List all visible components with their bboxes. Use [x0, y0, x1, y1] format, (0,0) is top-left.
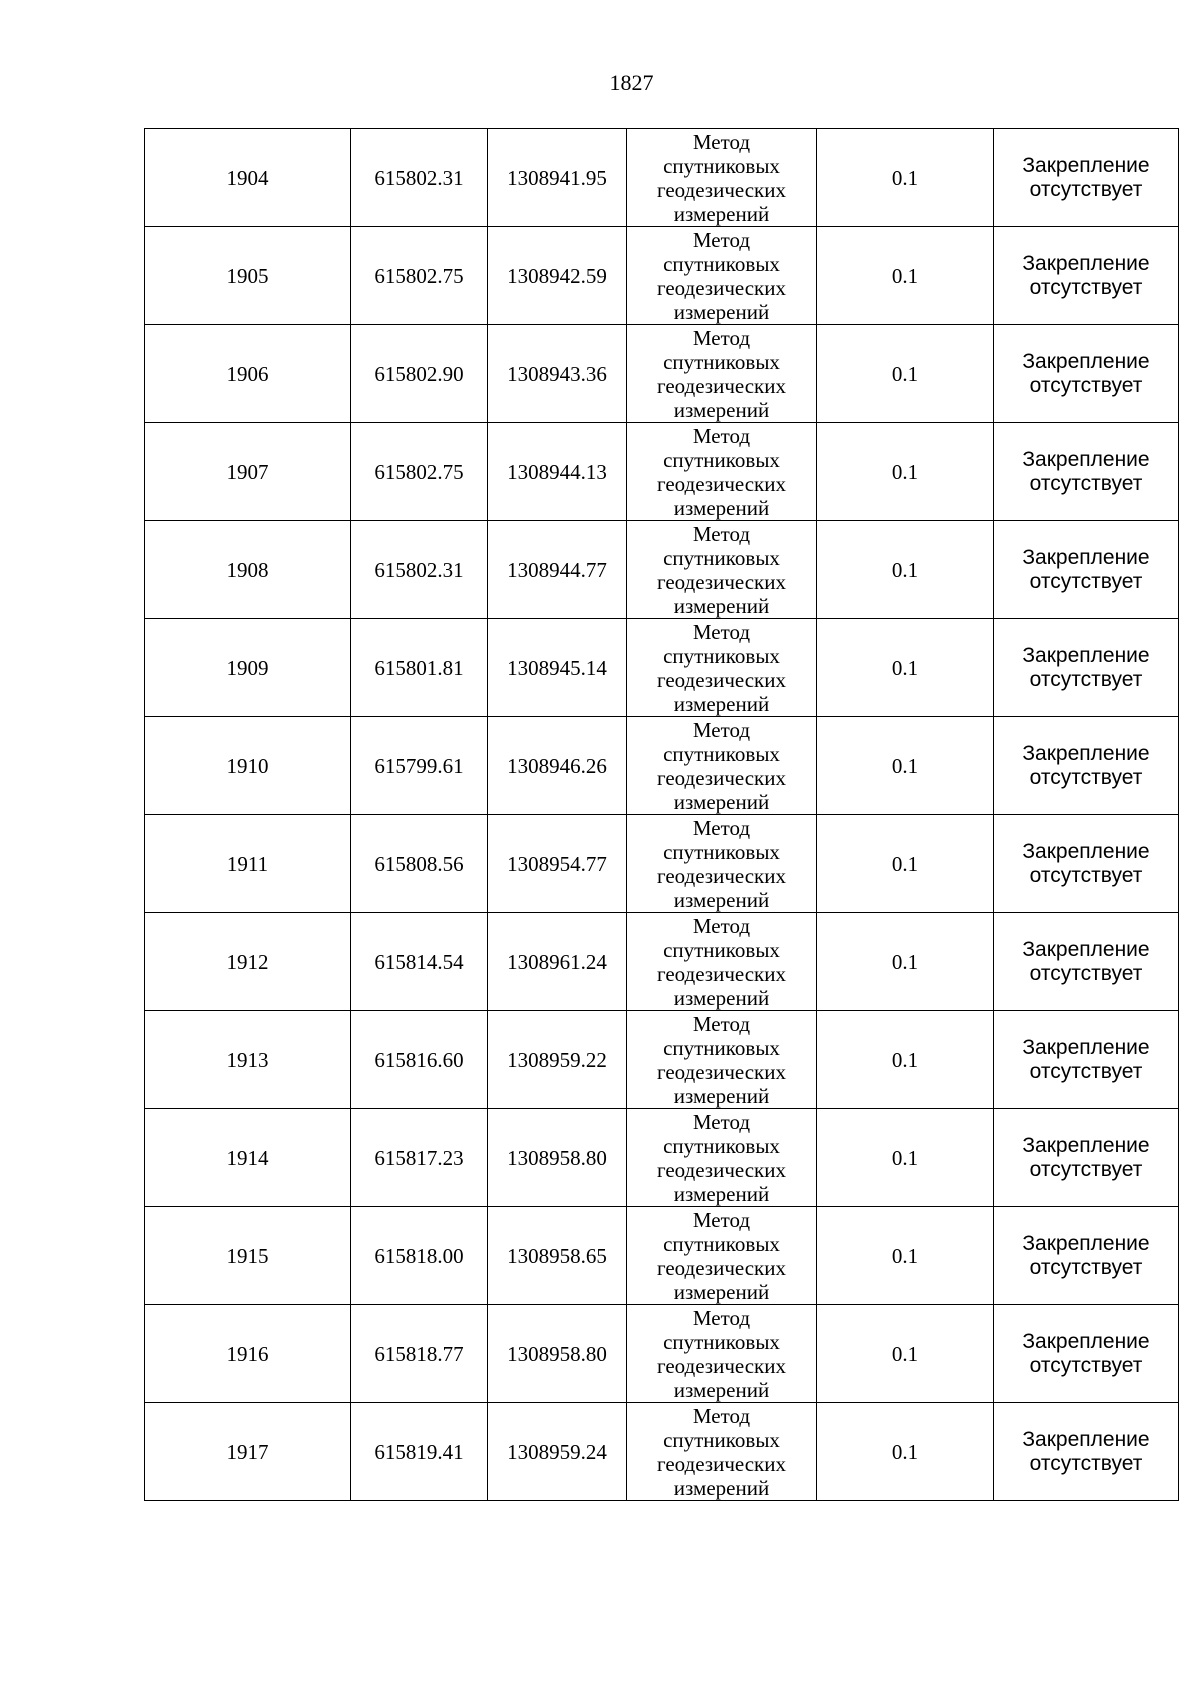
method-text: Метод спутниковых геодезических измерений — [656, 913, 786, 1010]
fixing-text: Закрепление отсутствует — [1022, 251, 1150, 299]
method-cell — [627, 325, 817, 423]
fixing-cell — [994, 717, 1179, 815]
x-coordinate-cell: 615802.75 — [351, 227, 488, 325]
accuracy-cell: 0.1 — [817, 521, 994, 619]
coordinates-table-body — [145, 129, 1179, 1501]
y-coordinate-cell: 1308958.65 — [488, 1207, 627, 1305]
y-coordinate-cell: 1308944.77 — [488, 521, 627, 619]
point-number-cell: 1904 — [145, 129, 351, 227]
method-cell — [627, 1011, 817, 1109]
fixing-text: Закрепление отсутствует — [1022, 643, 1150, 691]
method-text: Метод спутниковых геодезических измерений — [656, 129, 786, 226]
accuracy-cell: 0.1 — [817, 1011, 994, 1109]
point-number-cell: 1913 — [145, 1011, 351, 1109]
x-coordinate-cell: 615816.60 — [351, 1011, 488, 1109]
fixing-cell — [994, 1109, 1179, 1207]
method-text: Метод спутниковых геодезических измерений — [656, 1403, 786, 1500]
x-coordinate-cell: 615802.90 — [351, 325, 488, 423]
accuracy-cell: 0.1 — [817, 1207, 994, 1305]
y-coordinate-cell: 1308958.80 — [488, 1109, 627, 1207]
table-row — [145, 913, 1179, 1011]
x-coordinate-cell: 615808.56 — [351, 815, 488, 913]
x-coordinate-cell: 615819.41 — [351, 1403, 488, 1501]
point-number-cell: 1912 — [145, 913, 351, 1011]
accuracy-cell: 0.1 — [817, 913, 994, 1011]
fixing-cell — [994, 815, 1179, 913]
point-number-cell: 1915 — [145, 1207, 351, 1305]
accuracy-cell: 0.1 — [817, 227, 994, 325]
y-coordinate-cell: 1308959.22 — [488, 1011, 627, 1109]
method-cell — [627, 619, 817, 717]
fixing-cell — [994, 913, 1179, 1011]
point-number-cell: 1910 — [145, 717, 351, 815]
fixing-text: Закрепление отсутствует — [1022, 839, 1150, 887]
method-text: Метод спутниковых геодезических измерений — [656, 717, 786, 814]
table-row — [145, 521, 1179, 619]
accuracy-cell: 0.1 — [817, 1305, 994, 1403]
fixing-text: Закрепление отсутствует — [1022, 153, 1150, 201]
fixing-cell — [994, 1305, 1179, 1403]
method-text: Метод спутниковых геодезических измерений — [656, 227, 786, 324]
table-row — [145, 423, 1179, 521]
page-number: 1827 — [609, 70, 654, 95]
point-number-cell: 1916 — [145, 1305, 351, 1403]
table-row — [145, 717, 1179, 815]
point-number-cell: 1911 — [145, 815, 351, 913]
accuracy-cell: 0.1 — [817, 1403, 994, 1501]
method-cell — [627, 815, 817, 913]
fixing-text: Закрепление отсутствует — [1022, 545, 1150, 593]
method-text: Метод спутниковых геодезических измерений — [656, 815, 786, 912]
table-row — [145, 129, 1179, 227]
method-cell — [627, 1305, 817, 1403]
table-row — [145, 1403, 1179, 1501]
fixing-cell — [994, 1011, 1179, 1109]
x-coordinate-cell: 615802.75 — [351, 423, 488, 521]
method-text: Метод спутниковых геодезических измерений — [656, 619, 786, 716]
coordinates-table — [144, 128, 1179, 1501]
method-cell — [627, 423, 817, 521]
accuracy-cell: 0.1 — [817, 423, 994, 521]
table-row — [145, 619, 1179, 717]
x-coordinate-cell: 615801.81 — [351, 619, 488, 717]
method-cell — [627, 913, 817, 1011]
table-row — [145, 1207, 1179, 1305]
method-cell — [627, 129, 817, 227]
method-cell — [627, 227, 817, 325]
method-text: Метод спутниковых геодезических измерений — [656, 325, 786, 422]
fixing-cell — [994, 423, 1179, 521]
x-coordinate-cell: 615818.00 — [351, 1207, 488, 1305]
accuracy-cell: 0.1 — [817, 717, 994, 815]
accuracy-cell: 0.1 — [817, 325, 994, 423]
y-coordinate-cell: 1308942.59 — [488, 227, 627, 325]
y-coordinate-cell: 1308959.24 — [488, 1403, 627, 1501]
fixing-cell — [994, 129, 1179, 227]
table-row — [145, 1305, 1179, 1403]
fixing-cell — [994, 521, 1179, 619]
accuracy-cell: 0.1 — [817, 129, 994, 227]
y-coordinate-cell: 1308944.13 — [488, 423, 627, 521]
x-coordinate-cell: 615802.31 — [351, 129, 488, 227]
point-number-cell: 1908 — [145, 521, 351, 619]
method-cell — [627, 1109, 817, 1207]
fixing-cell — [994, 325, 1179, 423]
x-coordinate-cell: 615818.77 — [351, 1305, 488, 1403]
method-cell — [627, 1207, 817, 1305]
table-row — [145, 1109, 1179, 1207]
point-number-cell: 1905 — [145, 227, 351, 325]
fixing-cell — [994, 1403, 1179, 1501]
fixing-cell — [994, 619, 1179, 717]
method-text: Метод спутниковых геодезических измерений — [656, 1011, 786, 1108]
table-row — [145, 227, 1179, 325]
fixing-text: Закрепление отсутствует — [1022, 1329, 1150, 1377]
y-coordinate-cell: 1308941.95 — [488, 129, 627, 227]
fixing-text: Закрепление отсутствует — [1022, 1427, 1150, 1475]
y-coordinate-cell: 1308961.24 — [488, 913, 627, 1011]
point-number-cell: 1906 — [145, 325, 351, 423]
method-cell — [627, 521, 817, 619]
method-text: Метод спутниковых геодезических измерений — [656, 1305, 786, 1402]
y-coordinate-cell: 1308943.36 — [488, 325, 627, 423]
x-coordinate-cell: 615802.31 — [351, 521, 488, 619]
method-cell — [627, 1403, 817, 1501]
method-cell — [627, 717, 817, 815]
fixing-text: Закрепление отсутствует — [1022, 937, 1150, 985]
accuracy-cell: 0.1 — [817, 815, 994, 913]
point-number-cell: 1907 — [145, 423, 351, 521]
method-text: Метод спутниковых геодезических измерений — [656, 1109, 786, 1206]
x-coordinate-cell: 615817.23 — [351, 1109, 488, 1207]
x-coordinate-cell: 615814.54 — [351, 913, 488, 1011]
accuracy-cell: 0.1 — [817, 619, 994, 717]
table-row — [145, 815, 1179, 913]
table-row — [145, 1011, 1179, 1109]
point-number-cell: 1917 — [145, 1403, 351, 1501]
point-number-cell: 1914 — [145, 1109, 351, 1207]
fixing-text: Закрепление отсутствует — [1022, 1035, 1150, 1083]
method-text: Метод спутниковых геодезических измерений — [656, 423, 786, 520]
y-coordinate-cell: 1308958.80 — [488, 1305, 627, 1403]
accuracy-cell: 0.1 — [817, 1109, 994, 1207]
method-text: Метод спутниковых геодезических измерений — [656, 521, 786, 618]
fixing-text: Закрепление отсутствует — [1022, 1231, 1150, 1279]
fixing-cell — [994, 1207, 1179, 1305]
method-text: Метод спутниковых геодезических измерений — [656, 1207, 786, 1304]
fixing-text: Закрепление отсутствует — [1022, 349, 1150, 397]
y-coordinate-cell: 1308954.77 — [488, 815, 627, 913]
fixing-text: Закрепление отсутствует — [1022, 447, 1150, 495]
point-number-cell: 1909 — [145, 619, 351, 717]
x-coordinate-cell: 615799.61 — [351, 717, 488, 815]
y-coordinate-cell: 1308946.26 — [488, 717, 627, 815]
fixing-cell — [994, 227, 1179, 325]
y-coordinate-cell: 1308945.14 — [488, 619, 627, 717]
fixing-text: Закрепление отсутствует — [1022, 741, 1150, 789]
table-row — [145, 325, 1179, 423]
fixing-text: Закрепление отсутствует — [1022, 1133, 1150, 1181]
